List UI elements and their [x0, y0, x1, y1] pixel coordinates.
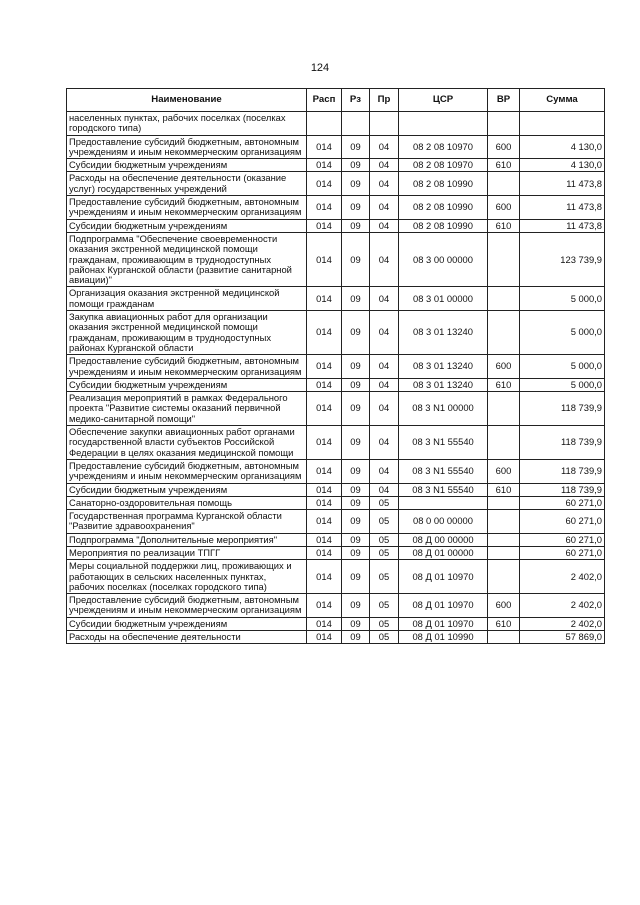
cell-vr: 600 — [488, 196, 520, 220]
cell-rasp: 014 — [307, 392, 342, 426]
cell-rasp: 014 — [307, 287, 342, 311]
table-row — [67, 496, 605, 509]
cell-rz: 09 — [342, 287, 370, 311]
cell-sum: 2 402,0 — [520, 594, 605, 618]
cell-rasp: 014 — [307, 219, 342, 232]
cell-vr: 610 — [488, 483, 520, 496]
cell-rasp: 014 — [307, 172, 342, 196]
table-row — [67, 219, 605, 232]
cell-sum — [520, 112, 605, 136]
cell-pr: 04 — [370, 172, 399, 196]
cell-csr: 08 3 N1 00000 — [399, 392, 488, 426]
cell-vr: 610 — [488, 159, 520, 172]
cell-csr: 08 3 N1 55540 — [399, 483, 488, 496]
cell-csr: 08 2 08 10990 — [399, 219, 488, 232]
table-row — [67, 510, 605, 534]
cell-name: Предоставление субсидий бюджетным, автономным учреждениям и иным некоммерческим организациям — [67, 355, 307, 379]
cell-name: Субсидии бюджетным учреждениям — [67, 219, 307, 232]
cell-sum: 123 739,9 — [520, 232, 605, 286]
cell-pr: 05 — [370, 631, 399, 644]
cell-sum: 4 130,0 — [520, 159, 605, 172]
table-row — [67, 311, 605, 355]
cell-rasp: 014 — [307, 510, 342, 534]
header-pr: Пр — [370, 89, 399, 112]
cell-pr: 04 — [370, 219, 399, 232]
table-body — [67, 112, 605, 644]
cell-rz: 09 — [342, 594, 370, 618]
cell-pr: 05 — [370, 546, 399, 559]
cell-csr: 08 2 08 10990 — [399, 196, 488, 220]
cell-pr: 04 — [370, 287, 399, 311]
cell-name: Субсидии бюджетным учреждениям — [67, 483, 307, 496]
cell-sum: 11 473,8 — [520, 172, 605, 196]
cell-rz: 09 — [342, 496, 370, 509]
cell-name: Предоставление субсидий бюджетным, автономным учреждениям и иным некоммерческим организациям — [67, 135, 307, 159]
cell-name: Расходы на обеспечение деятельности — [67, 631, 307, 644]
cell-pr: 04 — [370, 355, 399, 379]
cell-pr: 05 — [370, 617, 399, 630]
cell-sum: 2 402,0 — [520, 560, 605, 594]
cell-rasp: 014 — [307, 196, 342, 220]
table-row — [67, 196, 605, 220]
cell-name: Подпрограмма "Обеспечение своевременности оказания экстренной медицинской помощи гражданам, проживающим в труднодоступных районах Курганской области (развитие санитарной авиации)" — [67, 232, 307, 286]
cell-rz: 09 — [342, 232, 370, 286]
cell-rz: 09 — [342, 483, 370, 496]
table-header-row — [67, 89, 605, 112]
cell-rasp — [307, 112, 342, 136]
cell-csr: 08 3 00 00000 — [399, 232, 488, 286]
cell-name: Субсидии бюджетным учреждениям — [67, 378, 307, 391]
cell-pr: 04 — [370, 483, 399, 496]
cell-name: Обеспечение закупки авиационных работ органами государственной власти субъектов Российской Федерации в целях оказания медицинской помощи — [67, 426, 307, 460]
cell-vr: 610 — [488, 378, 520, 391]
cell-vr — [488, 172, 520, 196]
header-name: Наименование — [67, 89, 307, 112]
cell-pr: 04 — [370, 135, 399, 159]
cell-csr: 08 Д 01 10970 — [399, 617, 488, 630]
cell-rasp: 014 — [307, 496, 342, 509]
cell-sum: 60 271,0 — [520, 546, 605, 559]
cell-rz: 09 — [342, 510, 370, 534]
cell-pr: 05 — [370, 533, 399, 546]
cell-pr: 05 — [370, 496, 399, 509]
cell-name: Предоставление субсидий бюджетным, автономным учреждениям и иным некоммерческим организациям — [67, 196, 307, 220]
cell-csr: 08 3 01 13240 — [399, 311, 488, 355]
budget-table — [66, 88, 605, 644]
cell-sum: 118 739,9 — [520, 392, 605, 426]
cell-csr: 08 2 08 10970 — [399, 135, 488, 159]
header-sum: Сумма — [520, 89, 605, 112]
cell-sum: 118 739,9 — [520, 459, 605, 483]
cell-rasp: 014 — [307, 483, 342, 496]
cell-sum: 60 271,0 — [520, 533, 605, 546]
cell-rasp: 014 — [307, 355, 342, 379]
table-row — [67, 617, 605, 630]
cell-pr — [370, 112, 399, 136]
cell-vr — [488, 631, 520, 644]
cell-sum: 118 739,9 — [520, 483, 605, 496]
cell-rz: 09 — [342, 311, 370, 355]
cell-sum: 5 000,0 — [520, 311, 605, 355]
cell-name: Предоставление субсидий бюджетным, автономным учреждениям и иным некоммерческим организациям — [67, 459, 307, 483]
header-rasp: Расп — [307, 89, 342, 112]
cell-name: Санаторно-оздоровительная помощь — [67, 496, 307, 509]
header-csr: ЦСР — [399, 89, 488, 112]
header-rz: Рз — [342, 89, 370, 112]
cell-rasp: 014 — [307, 159, 342, 172]
table-row — [67, 631, 605, 644]
cell-rasp: 014 — [307, 378, 342, 391]
cell-pr: 05 — [370, 510, 399, 534]
cell-rasp: 014 — [307, 459, 342, 483]
cell-pr: 04 — [370, 392, 399, 426]
cell-sum: 57 869,0 — [520, 631, 605, 644]
cell-csr: 08 Д 00 00000 — [399, 533, 488, 546]
table-row — [67, 546, 605, 559]
cell-pr: 04 — [370, 159, 399, 172]
cell-vr: 600 — [488, 135, 520, 159]
cell-rz: 09 — [342, 392, 370, 426]
cell-rz: 09 — [342, 196, 370, 220]
cell-sum: 5 000,0 — [520, 355, 605, 379]
cell-vr — [488, 496, 520, 509]
cell-sum: 5 000,0 — [520, 287, 605, 311]
cell-rasp: 014 — [307, 232, 342, 286]
cell-vr — [488, 232, 520, 286]
cell-csr: 08 3 01 13240 — [399, 378, 488, 391]
cell-csr: 08 2 08 10990 — [399, 172, 488, 196]
cell-rz: 09 — [342, 172, 370, 196]
table-row — [67, 594, 605, 618]
cell-vr — [488, 426, 520, 460]
cell-sum: 11 473,8 — [520, 219, 605, 232]
table-row — [67, 378, 605, 391]
cell-csr: 08 Д 01 10970 — [399, 560, 488, 594]
cell-rz: 09 — [342, 159, 370, 172]
cell-name: Государственная программа Курганской области "Развитие здравоохранения" — [67, 510, 307, 534]
cell-vr — [488, 311, 520, 355]
cell-rz: 09 — [342, 135, 370, 159]
cell-rasp: 014 — [307, 426, 342, 460]
cell-pr: 04 — [370, 378, 399, 391]
table-row — [67, 560, 605, 594]
cell-rasp: 014 — [307, 533, 342, 546]
cell-vr: 610 — [488, 219, 520, 232]
cell-csr — [399, 496, 488, 509]
cell-rasp: 014 — [307, 631, 342, 644]
cell-csr: 08 2 08 10970 — [399, 159, 488, 172]
table-row — [67, 483, 605, 496]
cell-pr: 04 — [370, 232, 399, 286]
cell-csr: 08 Д 01 10970 — [399, 594, 488, 618]
cell-vr: 600 — [488, 459, 520, 483]
cell-pr: 04 — [370, 311, 399, 355]
header-vr: ВР — [488, 89, 520, 112]
cell-name: Мероприятия по реализации ТПГГ — [67, 546, 307, 559]
cell-csr: 08 0 00 00000 — [399, 510, 488, 534]
table-row — [67, 159, 605, 172]
cell-vr — [488, 560, 520, 594]
cell-sum: 60 271,0 — [520, 510, 605, 534]
cell-csr: 08 3 01 13240 — [399, 355, 488, 379]
cell-csr: 08 3 N1 55540 — [399, 426, 488, 460]
cell-rz: 09 — [342, 219, 370, 232]
cell-name: Субсидии бюджетным учреждениям — [67, 159, 307, 172]
cell-rasp: 014 — [307, 617, 342, 630]
table-row — [67, 355, 605, 379]
cell-name: населенных пунктах, рабочих поселках (поселках городского типа) — [67, 112, 307, 136]
cell-csr: 08 Д 01 00000 — [399, 546, 488, 559]
cell-name: Реализация мероприятий в рамках Федерального проекта "Развитие системы оказаний первичной медико-санитарной помощи" — [67, 392, 307, 426]
page-number: 124 — [310, 62, 330, 74]
cell-name: Организация оказания экстренной медицинской помощи гражданам — [67, 287, 307, 311]
cell-sum: 4 130,0 — [520, 135, 605, 159]
cell-vr — [488, 510, 520, 534]
cell-vr: 600 — [488, 355, 520, 379]
cell-rz: 09 — [342, 378, 370, 391]
cell-sum: 5 000,0 — [520, 378, 605, 391]
cell-vr — [488, 112, 520, 136]
cell-rz: 09 — [342, 355, 370, 379]
cell-pr: 05 — [370, 560, 399, 594]
cell-sum: 2 402,0 — [520, 617, 605, 630]
table-row — [67, 533, 605, 546]
cell-rz: 09 — [342, 533, 370, 546]
cell-rz: 09 — [342, 560, 370, 594]
cell-rasp: 014 — [307, 546, 342, 559]
cell-csr — [399, 112, 488, 136]
table-row — [67, 112, 605, 136]
cell-vr — [488, 546, 520, 559]
cell-rasp: 014 — [307, 311, 342, 355]
cell-name: Подпрограмма "Дополнительные мероприятия" — [67, 533, 307, 546]
cell-rasp: 014 — [307, 594, 342, 618]
cell-vr: 600 — [488, 594, 520, 618]
cell-name: Меры социальной поддержки лиц, проживающих и работающих в сельских населенных пунктах, рабочих поселках (поселках городского типа) — [67, 560, 307, 594]
cell-rz: 09 — [342, 459, 370, 483]
cell-rasp: 014 — [307, 135, 342, 159]
cell-rz: 09 — [342, 631, 370, 644]
cell-rz: 09 — [342, 546, 370, 559]
cell-vr — [488, 533, 520, 546]
cell-name: Закупка авиационных работ для организации оказания экстренной медицинской помощи гражданам, проживающим в труднодоступных районах Курганской области — [67, 311, 307, 355]
table-row — [67, 287, 605, 311]
table-row — [67, 459, 605, 483]
cell-vr — [488, 287, 520, 311]
table-row — [67, 135, 605, 159]
cell-name: Предоставление субсидий бюджетным, автономным учреждениям и иным некоммерческим организациям — [67, 594, 307, 618]
cell-csr: 08 3 N1 55540 — [399, 459, 488, 483]
cell-rz — [342, 112, 370, 136]
cell-sum: 118 739,9 — [520, 426, 605, 460]
cell-vr — [488, 392, 520, 426]
cell-rz: 09 — [342, 426, 370, 460]
cell-sum: 11 473,8 — [520, 196, 605, 220]
cell-sum: 60 271,0 — [520, 496, 605, 509]
cell-rasp: 014 — [307, 560, 342, 594]
cell-name: Субсидии бюджетным учреждениям — [67, 617, 307, 630]
table-row — [67, 426, 605, 460]
cell-pr: 04 — [370, 196, 399, 220]
cell-pr: 05 — [370, 594, 399, 618]
cell-rz: 09 — [342, 617, 370, 630]
table-row — [67, 392, 605, 426]
cell-csr: 08 3 01 00000 — [399, 287, 488, 311]
cell-csr: 08 Д 01 10990 — [399, 631, 488, 644]
cell-pr: 04 — [370, 459, 399, 483]
cell-vr: 610 — [488, 617, 520, 630]
table-row — [67, 172, 605, 196]
cell-pr: 04 — [370, 426, 399, 460]
table-row — [67, 232, 605, 286]
cell-name: Расходы на обеспечение деятельности (оказание услуг) государственных учреждений — [67, 172, 307, 196]
